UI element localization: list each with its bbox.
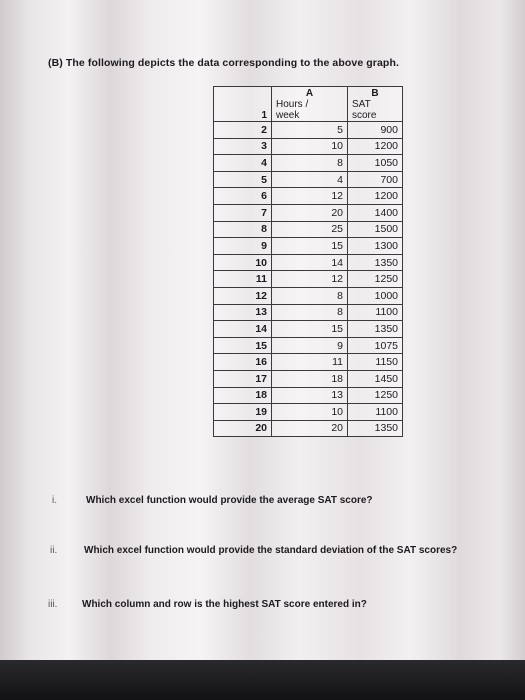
hours-cell: 13 xyxy=(272,387,348,404)
hours-cell: 15 xyxy=(272,321,348,338)
row-number: 18 xyxy=(214,387,272,404)
sat-score-cell: 1500 xyxy=(348,221,403,238)
column-b-header xyxy=(348,87,403,122)
table-row xyxy=(214,204,403,221)
row-number: 3 xyxy=(214,138,272,155)
hours-cell: 12 xyxy=(272,188,348,205)
row-number: 7 xyxy=(214,204,272,221)
table-row xyxy=(214,304,403,321)
question-2 xyxy=(50,545,457,556)
hours-cell: 10 xyxy=(272,404,348,421)
table-row xyxy=(214,122,403,139)
sat-score-cell: 1250 xyxy=(348,387,403,404)
sat-score-cell: 1150 xyxy=(348,354,403,371)
sat-score-cell: 1350 xyxy=(348,420,403,437)
sat-score-cell: 1050 xyxy=(348,155,403,172)
section-heading: (B) The following depicts the data corresponding to the above graph. xyxy=(48,57,399,69)
row-number: 9 xyxy=(214,238,272,255)
table-row xyxy=(214,238,403,255)
table-row xyxy=(214,321,403,338)
table-row xyxy=(214,271,403,288)
sat-score-cell: 1450 xyxy=(348,370,403,387)
sat-score-cell: 700 xyxy=(348,171,403,188)
hours-cell: 12 xyxy=(272,271,348,288)
sat-score-cell: 1075 xyxy=(348,337,403,354)
row-number: 20 xyxy=(214,420,272,437)
row-number: 1 xyxy=(214,87,272,122)
sat-score-cell: 1100 xyxy=(348,304,403,321)
sat-score-cell: 1250 xyxy=(348,271,403,288)
table-row xyxy=(214,138,403,155)
hours-cell: 8 xyxy=(272,155,348,172)
hours-cell: 14 xyxy=(272,254,348,271)
question-1 xyxy=(52,495,373,506)
hours-cell: 11 xyxy=(272,354,348,371)
column-a-title-line1: Hours / xyxy=(276,99,309,110)
table-row xyxy=(214,188,403,205)
row-number: 6 xyxy=(214,188,272,205)
row-number: 5 xyxy=(214,171,272,188)
table-row xyxy=(214,354,403,371)
row-number: 8 xyxy=(214,221,272,238)
sat-score-cell: 1350 xyxy=(348,321,403,338)
hours-cell: 5 xyxy=(272,122,348,139)
sat-score-cell: 1000 xyxy=(348,287,403,304)
sat-score-cell: 1200 xyxy=(348,188,403,205)
row-number: 17 xyxy=(214,370,272,387)
table-row xyxy=(214,155,403,172)
column-b-title-line1: SAT xyxy=(352,99,371,110)
column-b-letter: B xyxy=(371,88,379,99)
table-row xyxy=(214,221,403,238)
hours-cell: 10 xyxy=(272,138,348,155)
question-text: Which excel function would provide the standard deviation of the SAT scores? xyxy=(84,545,458,556)
hours-cell: 9 xyxy=(272,337,348,354)
question-number: iii. xyxy=(48,599,58,610)
table-row xyxy=(214,404,403,421)
dark-bottom-edge xyxy=(0,660,525,700)
row-number: 16 xyxy=(214,354,272,371)
column-a-header xyxy=(272,87,348,122)
row-number: 19 xyxy=(214,404,272,421)
sat-score-cell: 1300 xyxy=(348,238,403,255)
hours-cell: 15 xyxy=(272,238,348,255)
hours-cell: 8 xyxy=(272,304,348,321)
hours-cell: 18 xyxy=(272,370,348,387)
hours-cell: 25 xyxy=(272,221,348,238)
column-a-letter: A xyxy=(305,88,314,99)
table-row xyxy=(214,287,403,304)
row-number: 13 xyxy=(214,304,272,321)
hours-cell: 8 xyxy=(272,287,348,304)
table-row xyxy=(214,420,403,437)
row-number: 14 xyxy=(214,321,272,338)
question-3 xyxy=(48,599,367,610)
table-row xyxy=(214,254,403,271)
row-number: 10 xyxy=(214,254,272,271)
sat-score-cell: 1400 xyxy=(348,204,403,221)
hours-cell: 4 xyxy=(272,171,348,188)
sat-score-cell: 900 xyxy=(348,122,403,139)
sat-score-cell: 1350 xyxy=(348,254,403,271)
table-row xyxy=(214,171,403,188)
hours-cell: 20 xyxy=(272,204,348,221)
sat-score-cell: 1100 xyxy=(348,404,403,421)
row-number: 4 xyxy=(214,155,272,172)
table-row xyxy=(214,370,403,387)
table-row xyxy=(214,337,403,354)
row-number: 15 xyxy=(214,337,272,354)
question-text: Which excel function would provide the average SAT score? xyxy=(86,495,373,506)
table-row xyxy=(214,387,403,404)
row-number: 11 xyxy=(214,271,272,288)
question-number: i. xyxy=(52,495,57,506)
header-row xyxy=(214,87,403,122)
question-number: ii. xyxy=(50,545,58,556)
column-a-title-line2: week xyxy=(276,110,300,121)
hours-cell: 20 xyxy=(272,420,348,437)
row-number: 12 xyxy=(214,287,272,304)
row-number: 2 xyxy=(214,122,272,139)
sat-score-cell: 1200 xyxy=(348,138,403,155)
data-table xyxy=(213,86,403,437)
column-b-title-line2: score xyxy=(352,110,377,121)
question-text: Which column and row is the highest SAT score entered in? xyxy=(82,599,367,610)
